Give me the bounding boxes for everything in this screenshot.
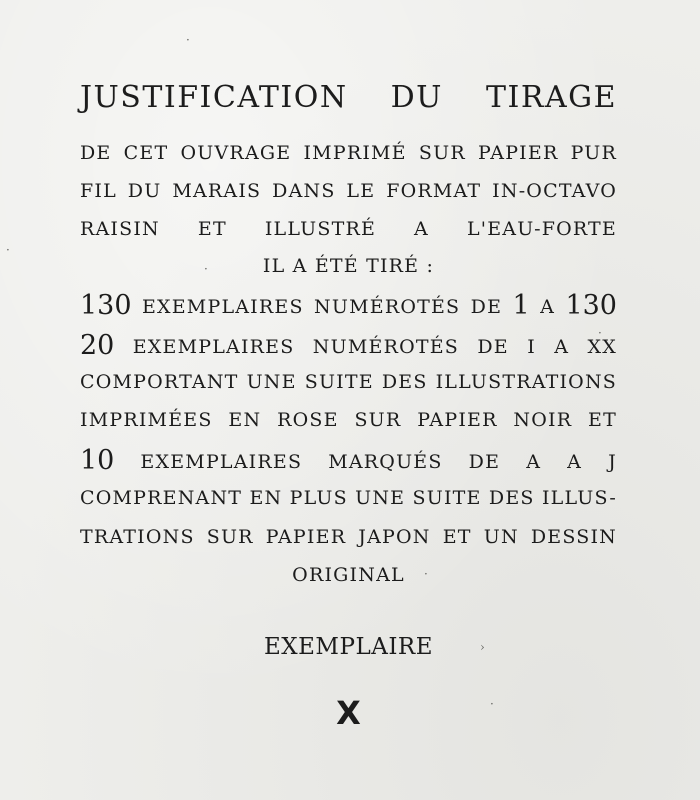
edition-count-10: 10 [80,445,115,476]
colophon-line-12: ORIGINAL [292,564,405,586]
paper-speck: · [598,326,602,340]
colophon-line-11: TRATIONS SUR PAPIER JAPON ET UN DESSIN [80,526,617,548]
colophon-line-9 [80,445,617,476]
colophon-line-3: RAISIN ET ILLUSTRÉ A L'EAU-FORTE [80,218,617,240]
exemplaire-label: EXEMPLAIRE [263,634,434,660]
colophon-line-4: IL A ÉTÉ TIRÉ : [262,255,435,277]
paper-speck: · [186,33,190,47]
exemplaire-number: X [336,694,361,732]
edition-text-20: EXEMPLAIRES NUMÉROTÉS DE I A XX [132,336,617,358]
edition-count-20: 20 [80,330,115,361]
colophon-line-1: DE CET OUVRAGE IMPRIMÉ SUR PAPIER PUR [80,142,617,164]
paper-speck: · [424,567,428,581]
colophon-line-7: COMPORTANT UNE SUITE DES ILLUSTRATIONS [80,371,617,393]
edition-text-130: EXEMPLAIRES NUMÉROTÉS DE [141,296,503,318]
colophon-line-2: FIL DU MARAIS DANS LE FORMAT IN-OCTAVO [80,180,617,202]
colophon-line-8: IMPRIMÉES EN ROSE SUR PAPIER NOIR ET [80,409,617,431]
paper-speck: · [204,262,208,276]
edition-text-10: EXEMPLAIRES MARQUÉS DE A A J [140,451,617,473]
colophon-line-5 [80,290,617,321]
paper-speck: › [480,640,485,654]
page-title: JUSTIFICATION DU TIRAGE [80,80,617,115]
paper-speck: · [490,697,494,711]
edition-range-end: 130 [565,290,617,321]
edition-count-130: 130 [80,290,132,321]
colophon-line-6 [80,330,617,361]
paper-speck: · [6,243,10,257]
edition-range-start: 1 [512,290,530,321]
colophon-line-10: COMPRENANT EN PLUS UNE SUITE DES ILLUS- [80,487,617,509]
edition-range-sep: A [540,296,556,318]
